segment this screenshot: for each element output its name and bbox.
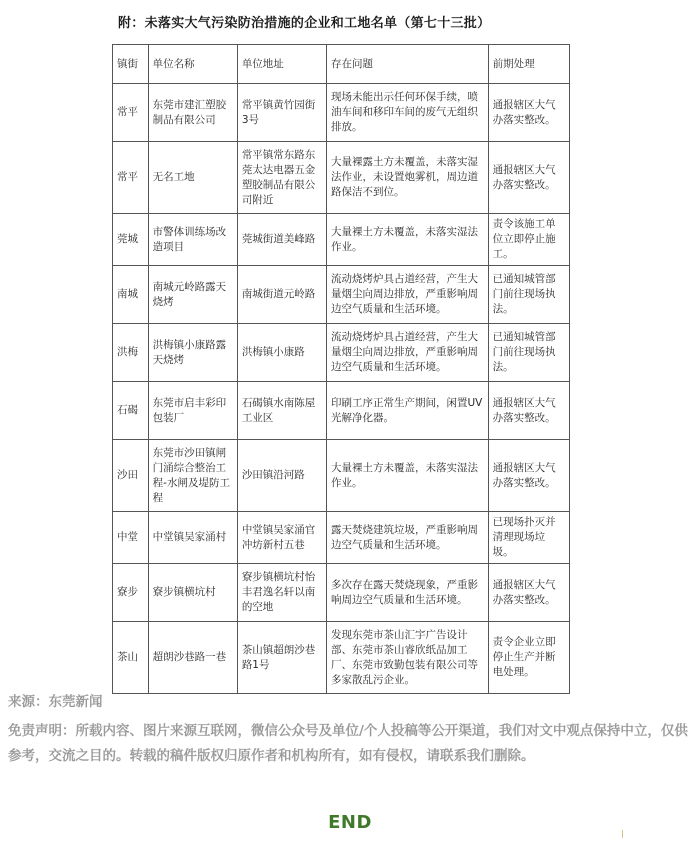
cell-unit-name: 中堂镇吴家涌村 [148,512,237,564]
cell-problem: 大量裸土方未覆盖，未落实湿法作业。 [326,440,488,512]
cell-town: 莞城 [113,214,149,266]
table-row [113,324,570,382]
document-title: 附：未落实大气污染防治措施的企业和工地名单（第七十三批） [118,16,491,31]
cell-unit-address: 中堂镇吴家涌官冲坊新村五巷 [237,512,326,564]
cell-problem: 大量裸土方未覆盖，未落实湿法作业。 [326,214,488,266]
cell-problem: 发现东莞市茶山汇宇广告设计部、东莞市茶山睿欣纸品加工厂、东莞市致勤包装有限公司等多家散乱污企业。 [326,622,488,694]
table-row [113,564,570,622]
table-row [113,84,570,142]
cell-unit-name: 洪梅镇小康路露天烧烤 [148,324,237,382]
cell-handling: 责令企业立即停止生产并断电处理。 [488,622,569,694]
cell-handling: 通报辖区大气办落实整改。 [488,440,569,512]
cell-town: 洪梅 [113,324,149,382]
cell-unit-address: 石碣镇水南陈屋工业区 [237,382,326,440]
cell-town: 中堂 [113,512,149,564]
cell-handling: 已现场扑灭并清理现场垃圾。 [488,512,569,564]
cell-town: 常平 [113,142,149,214]
cell-unit-address: 寮步镇横坑村怡丰君逸名轩以南的空地 [237,564,326,622]
cell-problem: 多次存在露天焚烧现象，严重影响周边空气质量和生活环境。 [326,564,488,622]
cell-handling: 通报辖区大气办落实整改。 [488,142,569,214]
cell-problem: 露天焚烧建筑垃圾，严重影响周边空气质量和生活环境。 [326,512,488,564]
header-town: 镇街 [113,45,149,84]
cell-unit-name: 东莞市沙田镇闸门涌综合整治工程-水闸及堤防工程 [148,440,237,512]
table-row [113,142,570,214]
cell-problem: 流动烧烤炉具占道经营，产生大量烟尘向周边排放，严重影响周边空气质量和生活环境。 [326,266,488,324]
decorative-mark [622,830,623,838]
cell-problem: 现场未能出示任何环保手续，喷油车间和移印车间的废气无组织排放。 [326,84,488,142]
header-handling: 前期处理 [488,45,569,84]
cell-town: 茶山 [113,622,149,694]
cell-unit-name: 东莞市启丰彩印包装厂 [148,382,237,440]
disclaimer-text: 免责声明：所载内容、图片来源互联网，微信公众号及单位/个人投稿等公开渠道，我们对文中观点保持中立，仅供参考，交流之目的。转载的稿件版权归原作者和机构所有，如有侵权，请联系我们删除。 [8,723,688,764]
enterprise-list-table [112,44,570,694]
cell-problem: 流动烧烤炉具占道经营，产生大量烟尘向周边排放，严重影响周边空气质量和生活环境。 [326,324,488,382]
cell-unit-address: 常平镇常东路东莞太达电器五金塑胶制品有限公司附近 [237,142,326,214]
cell-handling: 通报辖区大气办落实整改。 [488,564,569,622]
cell-unit-name: 东莞市建汇塑胶制品有限公司 [148,84,237,142]
cell-unit-address: 沙田镇沿河路 [237,440,326,512]
cell-town: 石碣 [113,382,149,440]
table-body [113,84,570,694]
table-row [113,512,570,564]
cell-unit-address: 南城街道元岭路 [237,266,326,324]
table-header-row [113,45,570,84]
header-unit-name: 单位名称 [148,45,237,84]
cell-problem: 印刷工序正常生产期间，闲置UV光解净化器。 [326,382,488,440]
cell-unit-address: 洪梅镇小康路 [237,324,326,382]
table-row [113,622,570,694]
source-line: 来源：东莞新闻 [8,694,103,710]
cell-unit-name: 超朗沙巷路一巷 [148,622,237,694]
cell-unit-address: 莞城街道美峰路 [237,214,326,266]
header-problem: 存在问题 [326,45,488,84]
cell-handling: 通报辖区大气办落实整改。 [488,84,569,142]
cell-unit-name: 寮步镇横坑村 [148,564,237,622]
cell-unit-address: 常平镇黄竹园街3号 [237,84,326,142]
cell-unit-address: 茶山镇超朗沙巷路1号 [237,622,326,694]
table-row [113,214,570,266]
cell-handling: 通报辖区大气办落实整改。 [488,382,569,440]
cell-handling: 已通知城管部门前往现场执法。 [488,324,569,382]
table-row [113,266,570,324]
cell-unit-name: 无名工地 [148,142,237,214]
cell-handling: 已通知城管部门前往现场执法。 [488,266,569,324]
end-mark: END [328,812,372,833]
table-row [113,440,570,512]
cell-handling: 责令该施工单位立即停止施工。 [488,214,569,266]
cell-town: 沙田 [113,440,149,512]
cell-unit-name: 南城元岭路露天烧烤 [148,266,237,324]
header-unit-address: 单位地址 [237,45,326,84]
cell-town: 常平 [113,84,149,142]
cell-town: 南城 [113,266,149,324]
cell-unit-name: 市警体训练场改造项目 [148,214,237,266]
cell-problem: 大量裸露土方未覆盖，未落实湿法作业，未设置炮雾机，周边道路保洁不到位。 [326,142,488,214]
cell-town: 寮步 [113,564,149,622]
table-row [113,382,570,440]
